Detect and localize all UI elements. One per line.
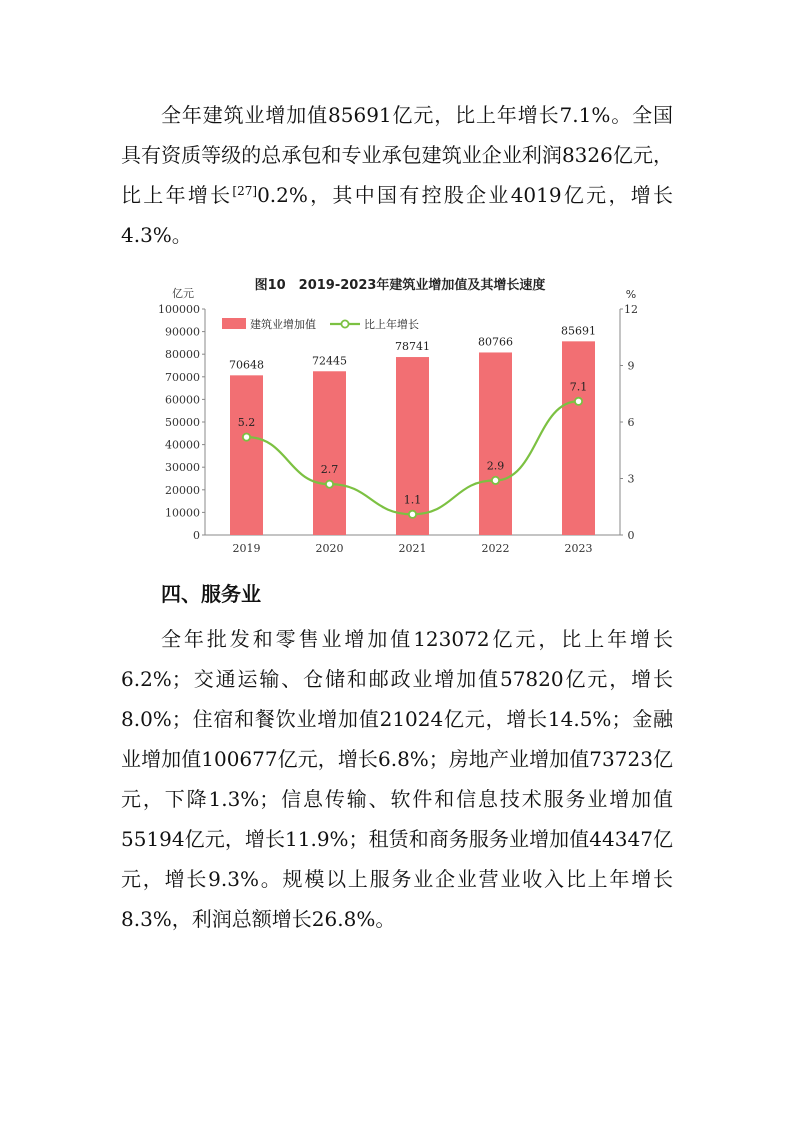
growth-point [409, 511, 416, 518]
x-tick-label: 2020 [315, 542, 344, 555]
legend-line-label: 比上年增长 [364, 318, 419, 331]
bar-value-label: 80766 [478, 335, 513, 349]
growth-value-label: 2.9 [486, 459, 505, 473]
left-tick-label: 20000 [165, 483, 200, 497]
bar [479, 352, 512, 535]
chart-title: 图10 2019-2023年建筑业增加值及其增长速度 [254, 278, 546, 293]
legend-bar-swatch [222, 318, 246, 329]
construction-text-a: 全年建筑业增加值85691亿元，比上年增长7.1%。全国具有资质等级的总承包和专业承包建筑业企业利润8326亿元，比上年增长 [121, 103, 673, 207]
bar [396, 357, 429, 535]
bar [562, 341, 595, 535]
x-tick-label: 2021 [398, 542, 427, 555]
growth-point [326, 481, 333, 488]
bar [230, 375, 263, 535]
x-tick-label: 2023 [564, 542, 593, 555]
bar-value-label: 85691 [561, 324, 596, 338]
footnote-ref[interactable]: [27] [232, 184, 258, 198]
bar-value-label: 70648 [229, 358, 264, 372]
left-tick-label: 40000 [165, 438, 200, 452]
growth-point [492, 477, 499, 484]
section-heading: 四、服务业 [161, 582, 261, 606]
legend-line-marker [341, 320, 348, 327]
growth-value-label: 7.1 [569, 380, 588, 394]
right-tick-label: 6 [627, 416, 635, 429]
right-axis-unit: % [625, 288, 637, 301]
left-tick-label: 90000 [165, 325, 200, 339]
bar-value-label: 78741 [395, 340, 430, 354]
right-tick-label: 12 [624, 303, 638, 316]
left-tick-label: 30000 [165, 461, 200, 475]
left-tick-label: 80000 [165, 348, 200, 362]
left-axis-unit: 亿元 [172, 287, 194, 300]
growth-point [575, 398, 582, 405]
growth-point [243, 433, 250, 440]
legend-bar-label: 建筑业增加值 [250, 318, 316, 331]
left-tick-label: 50000 [165, 416, 200, 429]
growth-value-label: 2.7 [320, 463, 339, 477]
growth-value-label: 1.1 [403, 493, 422, 507]
services-paragraph: 全年批发和零售业增加值123072亿元，比上年增长6.2%；交通运输、仓储和邮政业增加值57820亿元，增长8.0%；住宿和餐饮业增加值21024亿元，增长14.5%；金融业增加值100677亿元，增长6.8%；房地产业增加值73723亿元，下降1.3%；信息传输、软件和信息技术服务业增加值55194亿元，增长11.9%；租赁和商务服务业增加值44347亿元，增长9.3%。规模以上服务业企业营业收入比上年增长8.3%，利润总额增长26.8%。 [121, 627, 673, 931]
growth-value-label: 5.2 [237, 416, 256, 430]
right-tick-label: 9 [627, 359, 635, 373]
left-tick-label: 100000 [158, 303, 200, 316]
left-tick-label: 0 [193, 529, 200, 542]
left-tick-label: 70000 [165, 370, 200, 384]
right-tick-label: 3 [627, 472, 635, 486]
left-tick-label: 10000 [165, 506, 200, 520]
construction-text-b: 0.2%，其中国有控股企业4019亿元，增长4.3%。 [121, 183, 674, 247]
left-tick-label: 60000 [165, 393, 200, 407]
x-tick-label: 2019 [232, 542, 261, 555]
right-tick-label: 0 [627, 529, 635, 542]
bar-value-label: 72445 [312, 354, 347, 368]
x-tick-label: 2022 [481, 542, 510, 555]
construction-chart [150, 270, 650, 560]
bar [313, 371, 346, 535]
chart-svg [150, 270, 650, 560]
construction-paragraph [121, 95, 673, 255]
